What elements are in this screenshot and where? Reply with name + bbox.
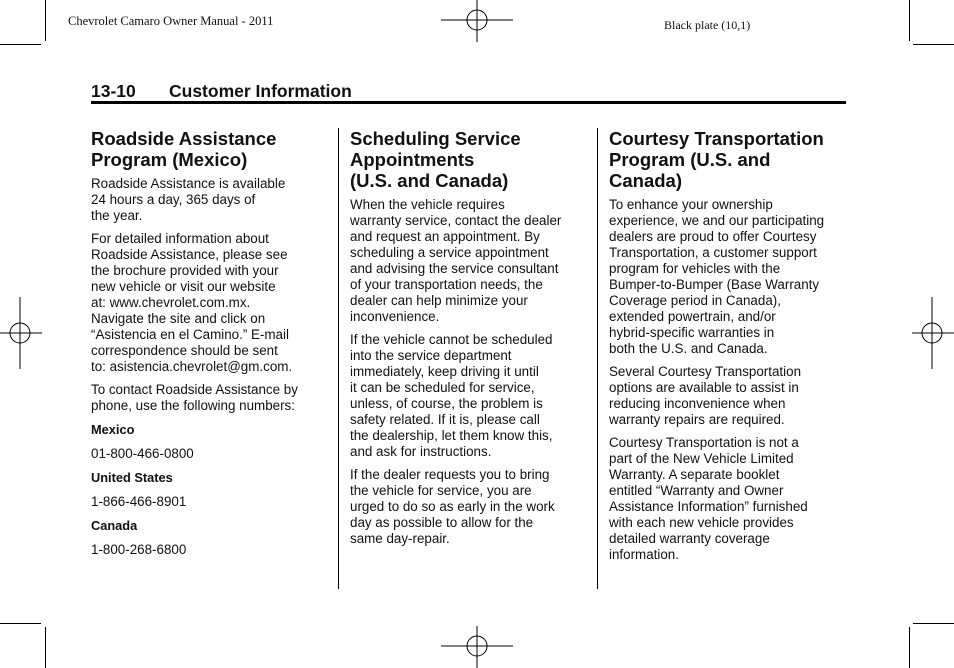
heading-roadside-assistance: Roadside Assistance Program (Mexico) [91,128,277,170]
heading-scheduling-service: Scheduling Service Appointments (U.S. and Canada) [350,128,521,191]
crop-mark-top-right-h [913,44,954,45]
crop-mark-top-right-v [909,0,910,41]
manual-title: Chevrolet Camaro Owner Manual - 2011 [68,14,274,28]
paragraph: Roadside Assistance is available 24 hours a day, 365 days of the year. [91,176,286,223]
page-number: 13-10 [91,81,136,101]
registration-target-right-icon [912,297,954,369]
paragraph: To contact Roadside Assistance by phone, use the following numbers: [91,382,298,413]
plate-label: Black plate (10,1) [664,18,751,32]
registration-target-left-icon [0,297,42,369]
paragraph: For detailed information about Roadside Assistance, please see the brochure provided with your new vehicle or visit our website at: www.chevrolet.com.mx. Navigate the site and click on “Asistencia en el Camino.” E-mail correspondence should be sent to: asistencia.chevrolet@gm.com. [91,231,293,374]
paragraph: To enhance your ownership experience, we and our participating dealers are proud to offer Courtesy Transportation, a customer support program for vehicles with the Bumper-to-Bumper (Base Warranty Coverage period in Canada), extended powertrain, and/or hybrid-specific warranties in both the U.S. and Canada. [609,197,825,356]
contact-label-mexico: Mexico [91,422,135,437]
phone-number-canada: 1-800-268-6800 [91,542,187,557]
paragraph: If the dealer requests you to bring the vehicle for service, you are urged to do so as early in the work day as possible to allow for the same day-repair. [350,467,555,546]
crop-mark-bottom-left-h [0,623,41,624]
crop-mark-top-left-v [45,0,46,41]
section-header [91,81,352,102]
column-courtesy-transportation [609,128,849,570]
paragraph: If the vehicle cannot be scheduled into the service department immediately, keep driving it until it can be scheduled for service, unless, of course, the problem is safety related. If it is, please call the dealership, let them know this, and ask for instructions. [350,332,553,459]
crop-mark-bottom-right-h [913,623,954,624]
contact-label-canada: Canada [91,518,138,533]
paragraph: When the vehicle requires warranty service, contact the dealer and request an appointment. By scheduling a service appointment and advising the service consultant of your transportation needs, the dealer can help minimize your inconvenience. [350,197,562,324]
column-divider-1 [338,128,339,589]
paragraph: Courtesy Transportation is not a part of the New Vehicle Limited Warranty. A separate booklet entitled “Warranty and Owner Assistance Information” furnished with each new vehicle provides detailed warranty coverage information. [609,435,808,562]
column-roadside-assistance [91,128,325,565]
column-scheduling-service [350,128,586,554]
column-divider-2 [597,128,598,589]
contact-label-united-states: United States [91,470,173,485]
crop-mark-bottom-left-v [45,627,46,668]
crop-mark-bottom-right-v [909,627,910,668]
section-title: Customer Information [169,81,352,101]
phone-number-mexico: 01-800-466-0800 [91,446,194,461]
registration-target-bottom-icon [441,624,513,668]
heading-courtesy-transportation: Courtesy Transportation Program (U.S. and Canada) [609,128,824,191]
paragraph: Several Courtesy Transportation options are available to assist in reducing inconvenience when warranty repairs are required. [609,364,802,427]
section-rule [91,101,846,104]
registration-target-top-icon [441,0,513,44]
phone-number-united-states: 1-866-466-8901 [91,494,187,509]
crop-mark-top-left-h [0,44,41,45]
